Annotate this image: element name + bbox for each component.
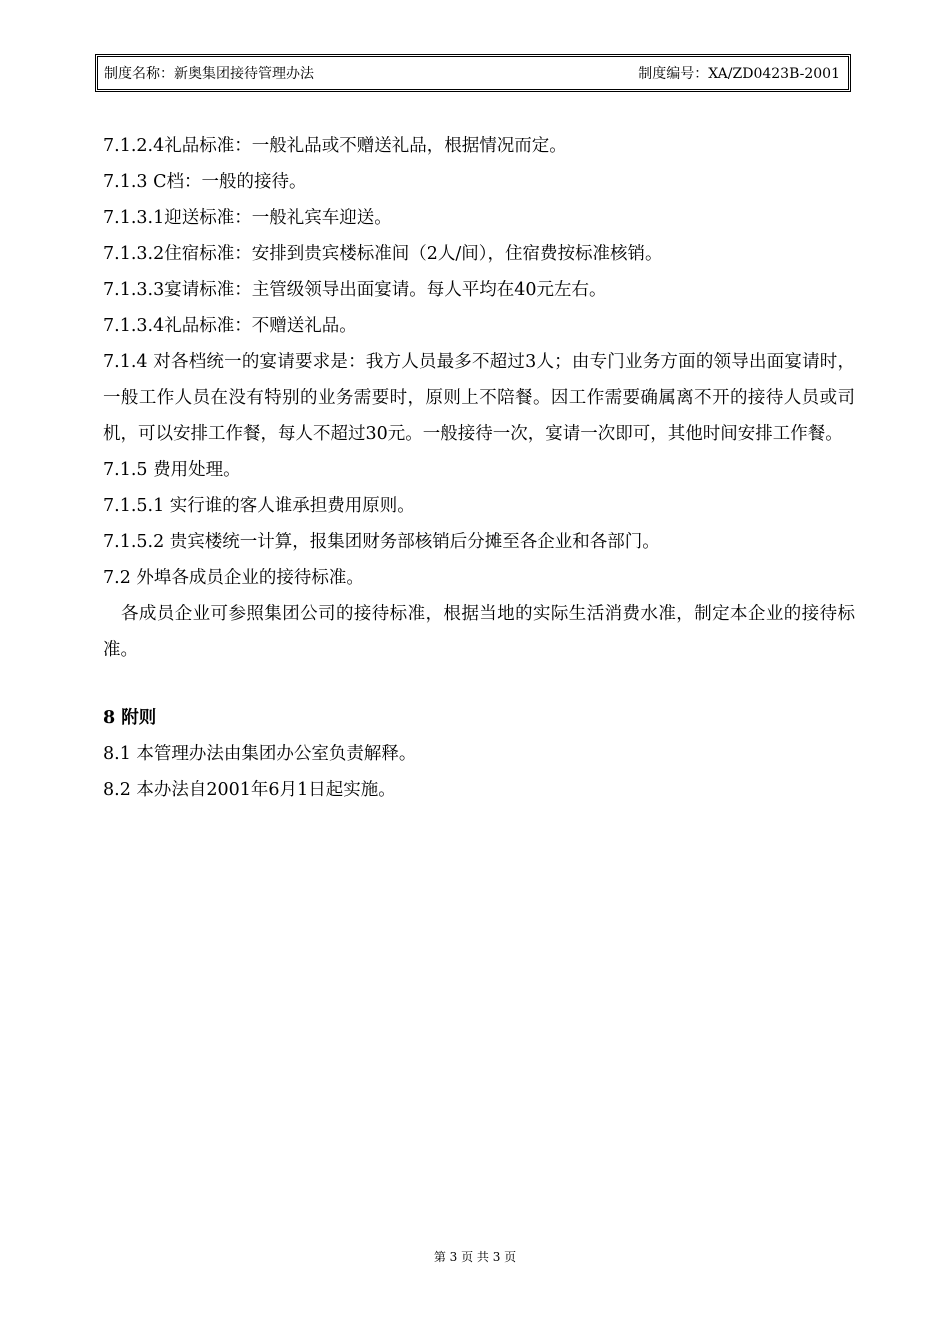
section-heading: 8 附则: [103, 708, 157, 728]
text-line: 7.2 外埠各成员企业的接待标准。: [103, 568, 364, 588]
text-line: 7.1.3.4礼品标准：不赠送礼品。: [103, 316, 357, 336]
document-header: [97, 56, 849, 90]
text-line: 8.1 本管理办法由集团办公室负责解释。: [103, 744, 417, 764]
header-code: 制度编号：XA/ZD0423B-2001: [638, 66, 840, 82]
text-line: 7.1.2.4礼品标准：一般礼品或不赠送礼品，根据情况而定。: [103, 136, 567, 156]
text-line: 7.1.5.2 贵宾楼统一计算，报集团财务部核销后分摊至各企业和各部门。: [103, 532, 660, 552]
text-line: 7.1.3 C档：一般的接待。: [103, 172, 307, 192]
paragraph-7-2: 各成员企业可参照集团公司的接待标准，根据当地的实际生活消费水准，制定本企业的接待标准。: [103, 604, 855, 660]
header-title: 制度名称：新奥集团接待管理办法: [104, 66, 314, 82]
text-line: 7.1.5 费用处理。: [103, 460, 241, 480]
page-footer: 第 3 页 共 3 页: [433, 1250, 517, 1264]
paragraph-7-1-4: 7.1.4 对各档统一的宴请要求是：我方人员最多不超过3人；由专门业务方面的领导出面宴请时，一般工作人员在没有特别的业务需要时，原则上不陪餐。因工作需要确属离不开的接待人员或司机，可以安排工作餐，每人不超过30元。一般接待一次，宴请一次即可，其他时间安排工作餐。: [103, 352, 855, 444]
text-line: 7.1.3.1迎送标准：一般礼宾车迎送。: [103, 208, 392, 228]
text-line: 8.2 本办法自2001年6月1日起实施。: [103, 780, 396, 800]
document-body: [103, 128, 855, 808]
text-line: 7.1.3.2住宿标准：安排到贵宾楼标准间（2人/间），住宿费按标准核销。: [103, 244, 663, 264]
text-line: 7.1.3.3宴请标准：主管级领导出面宴请。每人平均在40元左右。: [103, 280, 607, 300]
text-line: 7.1.5.1 实行谁的客人谁承担费用原则。: [103, 496, 415, 516]
